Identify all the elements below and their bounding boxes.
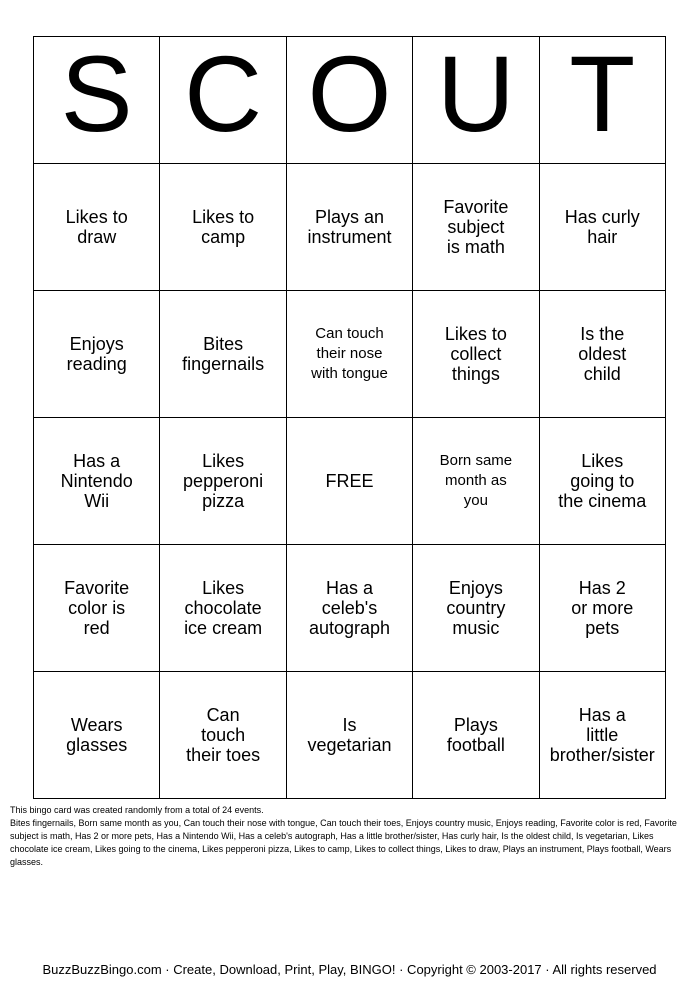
bingo-cell-text: Likes to collect things bbox=[444, 324, 507, 384]
bingo-cell bbox=[286, 545, 412, 672]
bingo-cell bbox=[413, 672, 539, 799]
bingo-cell bbox=[160, 545, 286, 672]
bingo-cell bbox=[160, 418, 286, 545]
bingo-cell bbox=[539, 672, 665, 799]
header-letter: T bbox=[569, 33, 636, 154]
bingo-cell-text: Can touch their toes bbox=[186, 705, 261, 765]
bingo-cell-text: Has a celeb's autograph bbox=[308, 578, 391, 638]
bingo-cell-text: Likes chocolate ice cream bbox=[184, 578, 263, 638]
bingo-cell-text: Likes pepperoni pizza bbox=[183, 451, 264, 511]
bingo-cell-text: Can touch their nose with tongue bbox=[311, 325, 388, 382]
bingo-row bbox=[34, 164, 666, 291]
bingo-row bbox=[34, 291, 666, 418]
bingo-cell bbox=[34, 672, 160, 799]
bingo-cell bbox=[34, 545, 160, 672]
bingo-cell bbox=[34, 418, 160, 545]
bingo-cell-text: Has 2 or more pets bbox=[571, 578, 634, 638]
bingo-cell-text: Is vegetarian bbox=[307, 715, 392, 755]
card-info bbox=[10, 804, 692, 869]
bingo-cell-text: Likes going to the cinema bbox=[558, 451, 647, 511]
header-letter: U bbox=[436, 33, 515, 154]
bingo-header-row bbox=[34, 37, 666, 164]
header-letter: C bbox=[184, 33, 263, 154]
bingo-cell-text: Favorite color is red bbox=[64, 578, 130, 638]
bingo-cell bbox=[413, 164, 539, 291]
bingo-cell-text: Wears glasses bbox=[66, 715, 128, 755]
bingo-cell-text: Has curly hair bbox=[564, 207, 640, 247]
bingo-free-text: FREE bbox=[325, 471, 374, 491]
site-footer: BuzzBuzzBingo.com · Create, Download, Print, Play, BINGO! · Copyright © 2003-2017 · All rights reserved bbox=[42, 962, 657, 977]
header-cell bbox=[413, 33, 539, 164]
bingo-cell bbox=[286, 164, 412, 291]
bingo-free-cell bbox=[286, 418, 412, 545]
header-cell bbox=[160, 33, 286, 164]
bingo-cell bbox=[413, 545, 539, 672]
bingo-row bbox=[34, 545, 666, 672]
bingo-cell bbox=[34, 291, 160, 418]
bingo-cell-text: Has a Nintendo Wii bbox=[60, 451, 133, 511]
bingo-cell bbox=[539, 291, 665, 418]
bingo-cell-text: Enjoys reading bbox=[66, 334, 127, 374]
bingo-cell bbox=[539, 418, 665, 545]
bingo-cell-text: Favorite subject is math bbox=[443, 197, 509, 257]
header-letter: S bbox=[60, 33, 133, 154]
bingo-cell-text: Likes to camp bbox=[192, 207, 255, 247]
bingo-card bbox=[33, 33, 666, 799]
bingo-cell bbox=[539, 164, 665, 291]
header-cell bbox=[286, 33, 412, 164]
bingo-cell-text: Plays football bbox=[446, 715, 505, 755]
bingo-cell-text: Enjoys country music bbox=[446, 578, 506, 638]
bingo-cell-text: Plays an instrument bbox=[307, 207, 392, 247]
bingo-cell bbox=[413, 291, 539, 418]
header-cell bbox=[34, 33, 160, 164]
bingo-cell-text: Born same month as you bbox=[439, 452, 513, 509]
bingo-row bbox=[34, 418, 666, 545]
bingo-cell-text: Is the oldest child bbox=[578, 324, 627, 384]
header-letter: O bbox=[307, 33, 392, 154]
bingo-cell-text: Likes to draw bbox=[65, 207, 128, 247]
bingo-cell bbox=[413, 418, 539, 545]
bingo-cell bbox=[160, 672, 286, 799]
bingo-cell bbox=[286, 672, 412, 799]
bingo-cell bbox=[34, 164, 160, 291]
bingo-cell-text: Has a little brother/sister bbox=[549, 705, 655, 765]
card-info-summary: This bingo card was created randomly from a total of 24 events. bbox=[10, 805, 264, 815]
bingo-cell bbox=[286, 291, 412, 418]
bingo-row bbox=[34, 672, 666, 799]
header-cell bbox=[539, 33, 665, 164]
bingo-cell-text: Bites fingernails bbox=[182, 334, 265, 374]
bingo-cell bbox=[539, 545, 665, 672]
card-info-event-list: Bites fingernails, Born same month as you, Can touch their nose with tongue, Can touch their toes, Enjoys country music, Enjoys reading, Favorite color is red, Favorite subject is math, Has 2 or more pets, Has a Nintendo Wii, Has a celeb's autograph, Has a little brother/sister, Has curly hair, Is the oldest child, Is vegetarian, Likes chocolate ice cream, Likes going to the cinema, Likes pepperoni pizza, Likes to camp, Likes to collect things, Likes to draw, Plays an instrument, Plays football, Wears glasses. bbox=[10, 818, 677, 867]
bingo-cell bbox=[160, 291, 286, 418]
bingo-cell bbox=[160, 164, 286, 291]
